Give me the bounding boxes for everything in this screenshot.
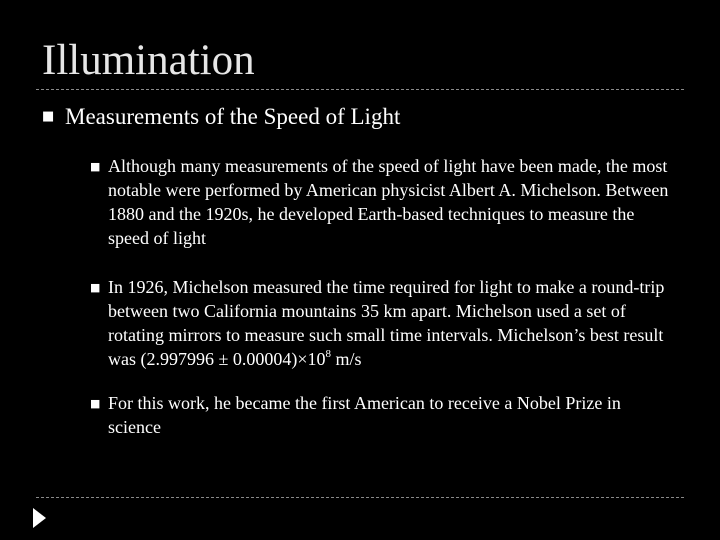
heading-bullet: Measurements of the Speed of Light (65, 104, 401, 129)
title-divider (36, 89, 684, 90)
bullet-point-1: Although many measurements of the speed of light have been made, the most notable were performed by American physicist Albert A. Michelson. Between 1880 and the 1920s, he developed Earth-based techniques to measure the speed of light (108, 156, 669, 248)
result-exponent: 8 (325, 348, 332, 360)
square-bullet-icon: ■ (42, 109, 55, 124)
footer-divider (36, 497, 684, 498)
bullet-point-2-text: In 1926, Michelson measured the time required for light to make a round-trip between two California mountains 35 km apart. Michelson used a set of rotating mirrors to measure such small time intervals. (108, 277, 665, 345)
square-bullet-icon: ■ (90, 397, 101, 410)
bullet-point-3: For this work, he became the first American to receive a Nobel Prize in science (108, 393, 621, 437)
play-icon[interactable] (33, 508, 46, 528)
result-unit: m/s (331, 349, 362, 369)
result-value: Michelson’s best result was (2.997996 ± 0.00004)×10 (108, 325, 664, 369)
bullet-point-2 (108, 275, 678, 371)
square-bullet-icon: ■ (90, 281, 101, 294)
slide-title: Illumination (42, 37, 255, 84)
square-bullet-icon: ■ (90, 160, 101, 173)
